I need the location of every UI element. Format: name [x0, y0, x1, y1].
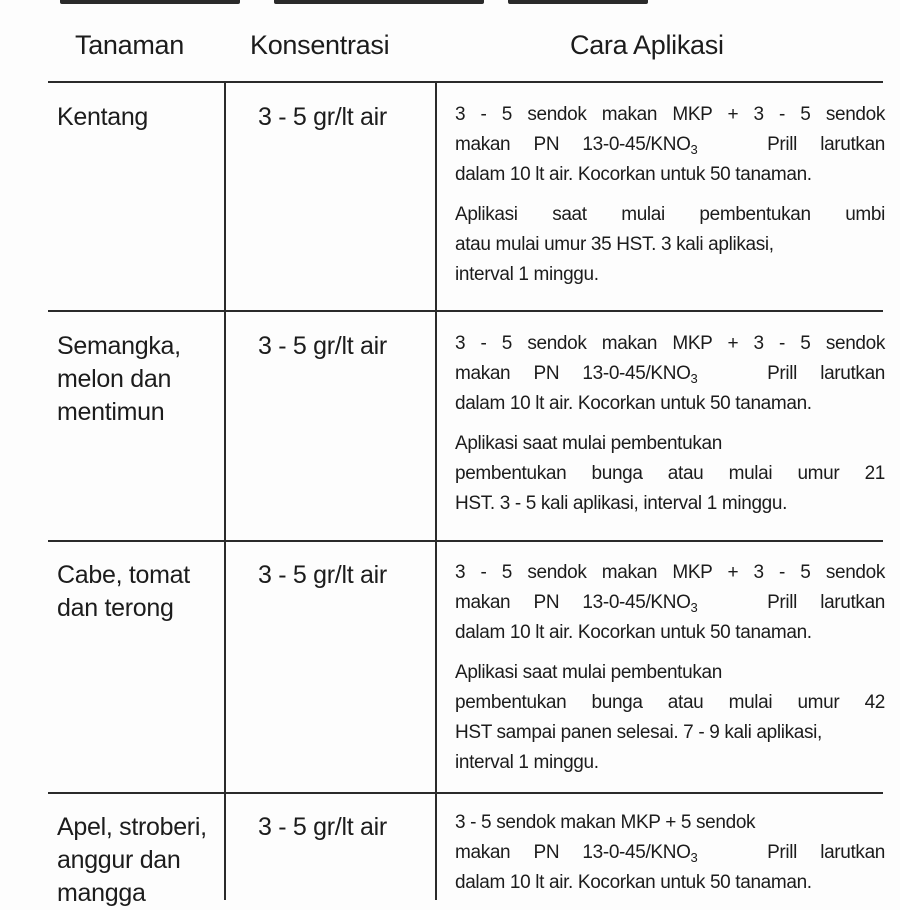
- crop-cell: Apel, stroberi, anggur dan mangga: [57, 813, 207, 907]
- header-konsentrasi: Konsentrasi: [250, 30, 390, 60]
- row-divider: [48, 310, 883, 312]
- crop-cell: Semangka, melon dan mentimun: [57, 332, 181, 426]
- concentration-cell: 3 - 5 gr/lt air: [258, 561, 387, 589]
- crop-cell: Cabe, tomat dan terong: [57, 561, 190, 622]
- row-divider: [48, 792, 883, 794]
- column-divider: [224, 82, 226, 900]
- column-divider: [435, 82, 437, 900]
- header-cara-aplikasi: Cara Aplikasi: [570, 30, 724, 60]
- concentration-cell: 3 - 5 gr/lt air: [258, 813, 387, 841]
- concentration-cell: 3 - 5 gr/lt air: [258, 103, 387, 131]
- mix-instructions: 3 - 5 sendok makan MKP + 5 sendok makan PN $13-0-45/KNO_3$ Prill larutkan dalam 10 lt air. Kocorkan untuk 50 tanaman.: [455, 812, 886, 893]
- cropped-text-fragment: [60, 0, 820, 5]
- mix-instructions: 3 - 5 sendok makan MKP + 3 - 5 sendok makan PN $13-0-45/KNO_3$ Prill larutkan dalam 10 lt air. Kocorkan untuk 50 tanaman.: [455, 333, 886, 414]
- mix-instructions: 3 - 5 sendok makan MKP + 3 - 5 sendok makan PN $13-0-45/KNO_3$ Prill larutkan dalam 10 lt air. Kocorkan untuk 50 tanaman.: [455, 562, 886, 643]
- mix-instructions: 3 - 5 sendok makan MKP + 3 - 5 sendok makan PN $13-0-45/KNO_3$ Prill larutkan dalam 10 lt air. Kocorkan untuk 50 tanaman.: [455, 104, 886, 185]
- application-schedule: Aplikasi saat mulai pembentukan pembentukan bunga atau mulai umur 42 HST sampai panen selesai. 7 - 9 kali aplikasi, interval 1 minggu.: [455, 662, 885, 773]
- application-schedule: Aplikasi saat mulai pembentukan umbi atau mulai umur 35 HST. 3 kali aplikasi, interval 1 minggu.: [455, 204, 885, 285]
- row-divider: [48, 540, 883, 542]
- header-rule: [48, 81, 883, 83]
- application-schedule: Aplikasi saat mulai pembentukan pembentukan bunga atau mulai umur 21 HST. 3 - 5 kali aplikasi, interval 1 minggu.: [455, 433, 885, 514]
- crop-cell: Kentang: [57, 103, 149, 131]
- concentration-cell: 3 - 5 gr/lt air: [258, 332, 387, 360]
- header-tanaman: Tanaman: [75, 30, 184, 60]
